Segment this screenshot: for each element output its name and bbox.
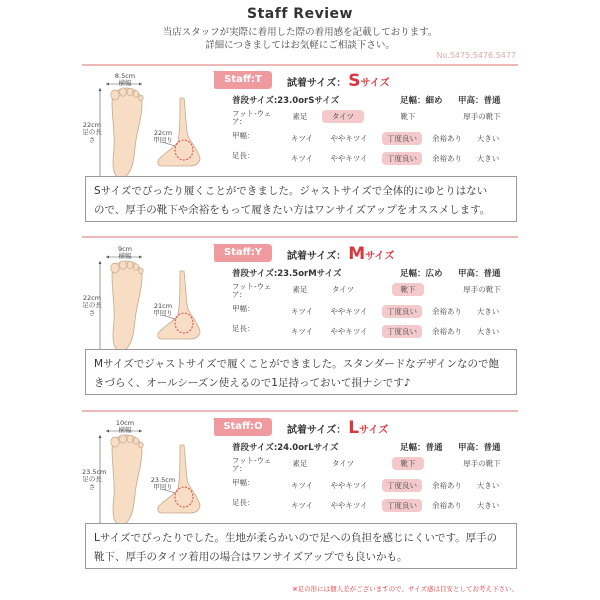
option: ややキツイ (330, 134, 368, 143)
option: ややキツイ (330, 501, 368, 510)
comment-line: ので、厚手の靴下や余裕をもって履きたい方はワンサイズアップをオススメします。 (94, 204, 491, 216)
foot-length-value: 22cm (82, 294, 102, 302)
foot-width-rating (400, 94, 443, 106)
product-number: No.5475.5476.5477 (436, 51, 516, 60)
option: キツイ (290, 307, 314, 316)
staff-badge (212, 70, 274, 90)
width-label: 足幅： (400, 269, 426, 279)
instep-fit-row-label: 甲幅： (232, 131, 255, 140)
option: 余裕あり (432, 307, 462, 316)
width-value: 普通 (425, 443, 443, 453)
option: 大きい (476, 134, 500, 143)
selected-option: 丁度良い (382, 499, 422, 512)
option: ややキツイ (330, 307, 368, 316)
option: キツイ (290, 327, 314, 336)
footwear-row (232, 281, 518, 297)
comment-line: Mサイズでジャストサイズで履くことができました。スタンダードなデザインなので飽 (94, 358, 500, 370)
option: 大きい (476, 307, 500, 316)
trial-size-suffix: サイズ (359, 425, 389, 436)
selected-option: 丁度良い (382, 132, 422, 145)
trial-size-letter: L (348, 418, 360, 438)
foot-diagram (82, 417, 210, 527)
instep-dim (148, 130, 178, 145)
instep-value: 普通 (483, 269, 501, 279)
trial-size (287, 418, 388, 438)
option: 余裕あり (432, 481, 462, 490)
option: 大きい (476, 481, 500, 490)
footnote: ※足の形には個人差がございますので、サイズ感は目安としてお考え下さい。 (292, 585, 518, 593)
foot-width-value: 8.5cm (114, 72, 136, 80)
comment-line: きづらく、オールシーズン使えるので1足持っておいて損ナシです♪ (94, 377, 411, 389)
option: 大きい (476, 327, 500, 336)
option: 余裕あり (432, 327, 462, 336)
normal-size: 普段サイズ:23.5orMサイズ (232, 269, 342, 279)
selected-option: 丁度良い (382, 479, 422, 492)
trial-size-label: 試着サイズ： (287, 425, 347, 436)
trial-size (287, 244, 394, 264)
option: 厚手の靴下 (463, 112, 501, 121)
foot-width-rating (400, 441, 443, 453)
option: 素足 (292, 459, 308, 468)
option: キツイ (290, 154, 314, 163)
width-label: 足幅： (400, 443, 426, 453)
instep-value: 普通 (483, 443, 501, 453)
selected-option: 丁度良い (382, 305, 422, 318)
staff-badge (212, 417, 274, 437)
foot-length-dim (82, 295, 102, 317)
length-fit-row-label: 足長： (232, 498, 255, 507)
foot-diagram (82, 70, 210, 180)
staff-review-1 (82, 70, 518, 238)
comment-line: Lサイズでぴったりでした。生地が柔らかいので足への負担を感じにくいです。厚手の (94, 532, 498, 544)
foot-width-value: 10cm (115, 419, 135, 427)
option: キツイ (290, 134, 314, 143)
foot-diagram (82, 243, 210, 353)
staff-name: Staff:O (223, 421, 263, 432)
instep-label: 甲高： (458, 443, 484, 453)
foot-width-label: 横幅 (118, 79, 132, 88)
option: ややキツイ (330, 481, 368, 490)
option: タイツ (331, 285, 355, 294)
trial-size-label: 試着サイズ： (287, 78, 347, 89)
header (0, 0, 600, 64)
foot-width-dim (108, 73, 142, 88)
length-fit-row (232, 150, 518, 166)
instep-fit-row-label: 甲幅： (232, 304, 255, 313)
footwear-row-label: フット-ウェア: (232, 109, 272, 126)
option: 大きい (476, 501, 500, 510)
foot-width-rating (400, 267, 443, 279)
comment-line: 靴下、厚手のタイツ着用の場合はワンサイズアップでも良いかも。 (94, 551, 408, 563)
length-fit-row-label: 足長： (232, 151, 255, 160)
intro-text-line1: 当店スタッフが実際に着用した際の着用感を記載しております。 (162, 27, 438, 38)
length-fit-row (232, 323, 518, 339)
option: 素足 (292, 285, 308, 294)
footwear-row (232, 108, 518, 124)
instep-label: 甲回り (153, 483, 173, 492)
option: 靴下 (400, 112, 416, 121)
instep-value: 23.5cm (150, 476, 176, 484)
normal-size: 普段サイズ:23.0orSサイズ (232, 96, 340, 106)
foot-width-label: 横幅 (118, 252, 132, 261)
trial-size-suffix: サイズ (360, 78, 390, 89)
staff-name: Staff:T (224, 74, 262, 85)
foot-width-dim (108, 420, 142, 435)
foot-width-value: 9cm (117, 245, 133, 253)
instep-value: 22cm (153, 129, 173, 137)
foot-width-dim (108, 246, 142, 261)
selected-option: 靴下 (392, 457, 424, 470)
foot-length-value: 22cm (82, 121, 102, 129)
normal-size: 普段サイズ:24.0orLサイズ (232, 443, 339, 453)
width-value: 細め (425, 96, 443, 106)
option: 余裕あり (432, 154, 462, 163)
instep-value: 普通 (483, 96, 501, 106)
option: ややキツイ (330, 154, 368, 163)
width-label: 足幅： (400, 96, 426, 106)
instep-rating (458, 267, 501, 279)
option: 素足 (292, 112, 308, 121)
intro-text-line2: 詳細につきましてはお気軽にご相談下さい。 (205, 40, 395, 51)
instep-fit-row-label: 甲幅： (232, 478, 255, 487)
staff-name: Staff:Y (223, 247, 263, 258)
option: 厚手の靴下 (463, 285, 501, 294)
option: キツイ (290, 481, 314, 490)
option: タイツ (331, 459, 355, 468)
option: ややキツイ (330, 327, 368, 336)
instep-value: 21cm (153, 302, 173, 310)
foot-length-label: 足の長さ (82, 475, 102, 491)
instep-dim (148, 477, 178, 492)
trial-size-label: 試着サイズ： (287, 251, 347, 262)
option: 大きい (476, 154, 500, 163)
instep-rating (458, 94, 501, 106)
length-fit-row (232, 497, 518, 513)
foot-length-label: 足の長さ (82, 128, 102, 144)
foot-width-label: 横幅 (118, 426, 132, 435)
trial-size-letter: S (348, 71, 361, 91)
review-comment (85, 349, 517, 395)
option: 余裕あり (432, 134, 462, 143)
trial-size-suffix: サイズ (365, 251, 395, 262)
selected-option: 丁度良い (382, 325, 422, 338)
width-value: 広め (425, 269, 443, 279)
footwear-row-label: フット-ウェア: (232, 456, 272, 473)
foot-length-dim (82, 468, 107, 491)
review-comment (85, 176, 517, 222)
instep-label: 甲高： (458, 96, 484, 106)
instep-dim (148, 303, 178, 318)
selected-option: 靴下 (392, 283, 424, 296)
foot-length-dim (82, 122, 102, 144)
footwear-row (232, 455, 518, 471)
page-title: Staff Review (247, 6, 353, 22)
staff-review-2 (82, 243, 518, 411)
length-fit-row-label: 足長： (232, 324, 255, 333)
trial-size (287, 71, 390, 91)
option: 厚手の靴下 (463, 459, 501, 468)
footwear-row-label: フット-ウェア: (232, 282, 272, 299)
selected-option: 丁度良い (382, 152, 422, 165)
instep-fit-row (232, 303, 518, 319)
review-comment (85, 523, 517, 569)
instep-fit-row (232, 477, 518, 493)
divider (82, 64, 518, 66)
instep-label: 甲高： (458, 269, 484, 279)
selected-option: タイツ (322, 110, 364, 123)
instep-label: 甲回り (153, 136, 173, 145)
option: キツイ (290, 501, 314, 510)
instep-fit-row (232, 130, 518, 146)
option: 余裕あり (432, 501, 462, 510)
staff-badge (212, 243, 274, 263)
instep-label: 甲回り (153, 309, 173, 318)
trial-size-letter: M (348, 244, 366, 264)
foot-length-label: 足の長さ (82, 301, 102, 317)
instep-rating (458, 441, 501, 453)
staff-review-3 (82, 417, 518, 585)
comment-line: Sサイズでぴったり履くことができました。ジャストサイズで全体的にゆとりはない (94, 185, 488, 197)
foot-length-value: 23.5cm (82, 468, 107, 476)
